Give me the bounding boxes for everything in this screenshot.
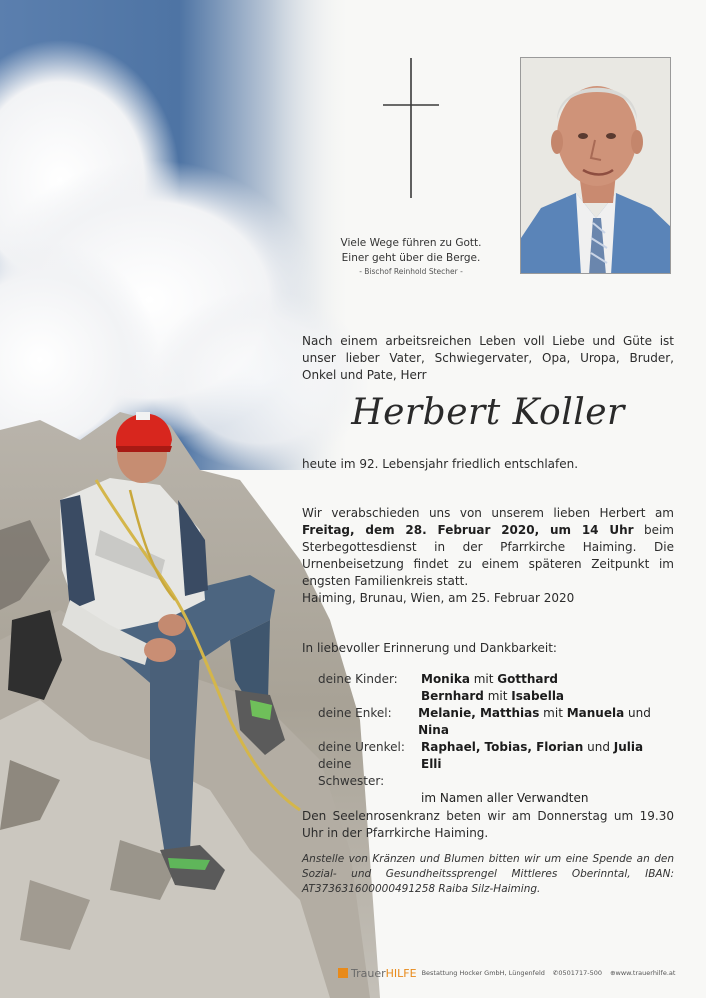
family-label-empty bbox=[318, 790, 421, 807]
place-date: Haiming, Brunau, Wien, am 25. Februar 2020 bbox=[302, 591, 575, 605]
family-name: Manuela bbox=[566, 706, 625, 720]
family-name: Julia bbox=[613, 740, 644, 754]
logo-text-a: Trauer bbox=[351, 966, 386, 980]
family-row-great-grandchildren bbox=[318, 739, 678, 756]
quote-line-2: Einer geht über die Berge. bbox=[341, 252, 481, 264]
family-name: Nina bbox=[418, 723, 449, 737]
cross-icon bbox=[378, 58, 444, 198]
family-label: deine Urenkel: bbox=[318, 740, 405, 754]
family-row-children-2 bbox=[318, 688, 678, 705]
family-row-all bbox=[318, 790, 678, 807]
family-all: im Namen aller Verwandten bbox=[421, 791, 589, 805]
family-name: Melanie, Matthias bbox=[418, 706, 540, 720]
family-name: Bernhard bbox=[421, 689, 484, 703]
family-names bbox=[421, 688, 564, 705]
family-names bbox=[421, 671, 558, 688]
trauerhilfe-logo-icon bbox=[338, 968, 348, 978]
deceased-name: Herbert Koller bbox=[351, 392, 625, 433]
family-label: deine Enkel: bbox=[318, 706, 392, 720]
family-name: Elli bbox=[421, 757, 442, 771]
family-row-children bbox=[318, 671, 678, 688]
family-joiner: und bbox=[624, 706, 651, 720]
memory-text: In liebevoller Erinnerung und Dankbarkeit: bbox=[302, 641, 557, 655]
family-joiner: mit bbox=[483, 689, 512, 703]
phone-icon: ✆ bbox=[552, 969, 559, 977]
family-name: Gotthard bbox=[497, 672, 558, 686]
globe-icon: ⊕ bbox=[610, 969, 616, 977]
family-names bbox=[421, 756, 442, 790]
farewell-text bbox=[302, 505, 674, 590]
funeral-date: Freitag, dem 28. Februar 2020, um 14 Uhr bbox=[302, 523, 634, 537]
intro-text: Nach einem arbeitsreichen Leben voll Liebe und Güte ist unser lieber Vater, Schwiegervater, Opa, Uropa, Bruder, Onkel und Pate, Herr bbox=[302, 334, 674, 382]
footer bbox=[338, 964, 678, 982]
family-joiner: mit bbox=[539, 706, 567, 720]
family-name: Monika bbox=[421, 672, 470, 686]
logo-text-b: HILFE bbox=[385, 966, 417, 980]
family-label-empty bbox=[318, 688, 421, 705]
farewell-post: beim Sterbegottesdienst in der Pfarrkirche Haiming. Die Urnenbeisetzung findet zu einem späteren Zeitpunkt im engsten Familienkreis statt. bbox=[302, 523, 674, 588]
rosary-text: Den Seelenrosenkranz beten wir am Donnerstag um 19.30 Uhr in der Pfarrkirche Haiming. bbox=[302, 809, 674, 840]
family-joiner: mit bbox=[469, 672, 498, 686]
footer-phone: 0501717-500 bbox=[558, 969, 603, 977]
footer-company: Bestattung Hocker GmbH, Lüngenfeld bbox=[421, 969, 545, 977]
quote-author: - Bischof Reinhold Stecher - bbox=[359, 267, 463, 276]
family-names bbox=[418, 705, 678, 739]
family-list bbox=[318, 671, 678, 807]
family-label: deine Kinder: bbox=[318, 672, 398, 686]
family-label: deine Schwester: bbox=[318, 757, 385, 788]
family-name: Raphael, Tobias, Florian bbox=[421, 740, 584, 754]
family-row-grandchildren bbox=[318, 705, 678, 739]
quote-block bbox=[318, 236, 504, 278]
donation-text: Anstelle von Kränzen und Blumen bitten wir um eine Spende an den Sozial- und Gesundheitssprengel Mittleres Oberinntal, IBAN: AT373631600000491258 Raiba Silz-Haiming. bbox=[302, 853, 674, 895]
died-text: heute im 92. Lebensjahr friedlich entschlafen. bbox=[302, 457, 579, 471]
footer-web[interactable]: www.trauerhilfe.at bbox=[615, 969, 676, 977]
portrait-photo bbox=[520, 57, 671, 274]
quote-line-1: Viele Wege führen zu Gott. bbox=[340, 237, 482, 249]
family-names bbox=[421, 739, 643, 756]
family-joiner: und bbox=[583, 740, 614, 754]
family-row-sister bbox=[318, 756, 678, 790]
family-name: Isabella bbox=[511, 689, 565, 703]
farewell-pre: Wir verabschieden uns von unserem lieben Herbert am bbox=[302, 506, 674, 520]
